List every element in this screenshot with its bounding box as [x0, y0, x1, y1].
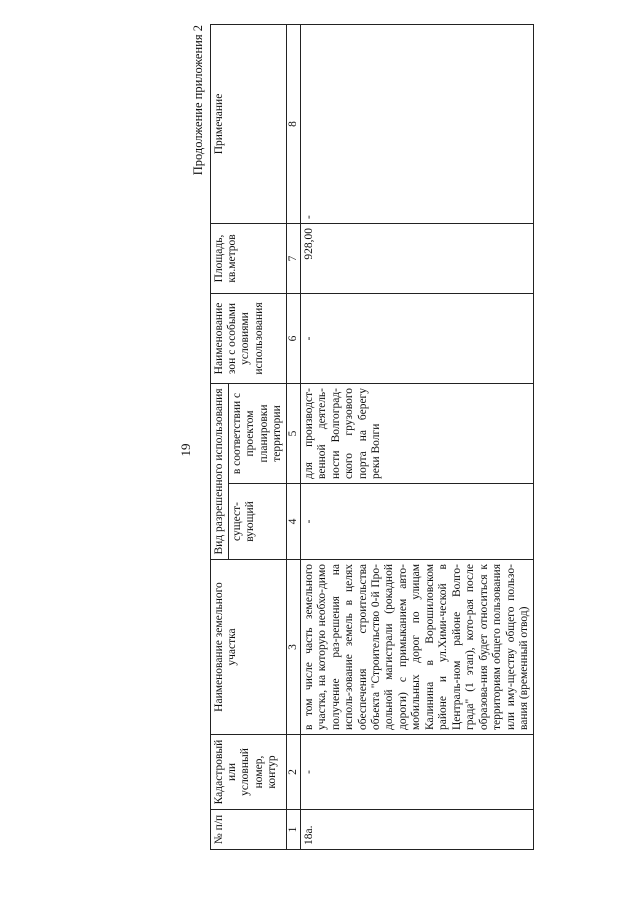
header-num: № п/п: [211, 810, 287, 850]
header-note: Примечание: [211, 24, 287, 223]
column-number: 6: [287, 293, 301, 383]
header-zones: Наименование зон с особыми условиями использования: [211, 293, 287, 383]
note-cell: -: [300, 24, 534, 223]
column-number-row: [287, 24, 301, 849]
existing-use-cell: -: [300, 484, 534, 560]
header-permitted-use: Вид разрешенного использования: [211, 383, 229, 559]
column-number: 3: [287, 560, 301, 735]
column-number: 1: [287, 810, 301, 850]
land-plot-name-cell: в том числе часть земельного участка, на которую необхо-димо получение раз-решения на исполь-зование земель в целях обеспечения строительства объекта "Строительство 0-й Про-дольной магистрали (рокадной дороги) с примыканием авто-мобильных дорог по улицам Калинина в Ворошиловском районе и ул.Хими-ческой в Централь-ном районе Волго-града" (1 этап), кото-рая после образова-ния будет относиться к территориям общего пользования или иму-ществу общего пользо-вания (временный отвод): [300, 560, 534, 735]
land-plot-table: [210, 24, 534, 850]
header-existing: сущест-вующий: [229, 484, 287, 560]
area-cell: 928,00: [300, 223, 534, 293]
continuation-title: Продолжение приложения 2: [191, 25, 205, 176]
row-num-cell: 18а.: [300, 810, 534, 850]
column-number: 7: [287, 223, 301, 293]
column-number: 5: [287, 383, 301, 483]
cadastral-cell: -: [300, 735, 534, 810]
project-use-cell: для производст-венной деятель-ности Волгоград-ского грузового порта на берегу реки Волги: [300, 383, 534, 483]
column-number: 4: [287, 484, 301, 560]
header-area: Площадь, кв.метров: [211, 223, 287, 293]
column-number: 2: [287, 735, 301, 810]
column-number: 8: [287, 24, 301, 223]
header-name: Наименование земельного участка: [211, 560, 287, 735]
zones-cell: -: [300, 293, 534, 383]
page-number: 19: [178, 443, 193, 457]
header-cadastral: Кадастровый или условный номер, контур: [211, 735, 287, 810]
table-row: [300, 24, 534, 849]
header-per-project: в соответствии с проектом планировки территории: [229, 383, 287, 483]
header-row-1: [211, 24, 229, 849]
